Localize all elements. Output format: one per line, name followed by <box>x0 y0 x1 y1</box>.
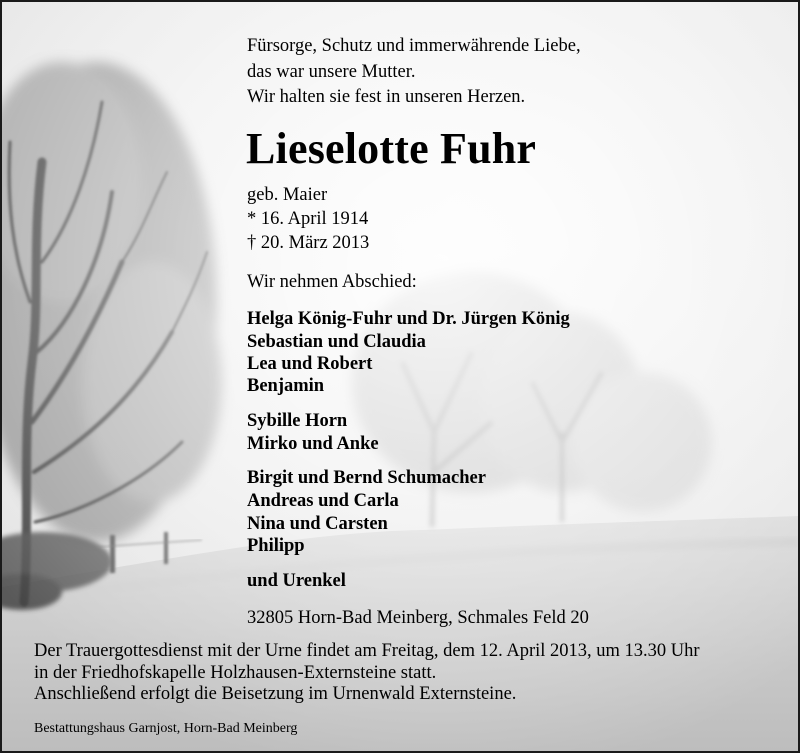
service-notice-line: Der Trauergottesdienst mit der Urne findet am Freitag, dem 12. April 2013, um 13.30 Uhr <box>34 641 700 661</box>
farewell-heading: Wir nehmen Abschied: <box>247 272 417 292</box>
service-notice-line: Anschließend erfolgt die Beisetzung im Urnenwald Externsteine. <box>34 684 517 704</box>
motto-line-2: das war unsere Mutter. <box>247 62 416 82</box>
service-notice-line: in der Friedhofskapelle Holzhausen-Externsteine statt. <box>34 663 437 683</box>
mourner-line: Mirko und Anke <box>247 434 379 454</box>
misty-landscape-image <box>2 2 798 751</box>
address: 32805 Horn-Bad Meinberg, Schmales Feld 20 <box>247 608 589 628</box>
birth-name: geb. Maier <box>247 185 328 205</box>
motto-line-3: Wir halten sie fest in unseren Herzen. <box>247 87 526 107</box>
mourner-line: Nina und Carsten <box>247 514 388 534</box>
mourner-line: und Urenkel <box>247 571 346 591</box>
death-date: † 20. März 2013 <box>247 233 370 253</box>
mourner-line: Philipp <box>247 536 305 556</box>
undertaker-credit: Bestattungshaus Garnjost, Horn-Bad Meinberg <box>34 721 298 736</box>
mourner-line: Lea und Robert <box>247 354 373 374</box>
mourner-line: Helga König-Fuhr und Dr. Jürgen König <box>247 309 570 329</box>
mourner-line: Benjamin <box>247 376 325 396</box>
deceased-name: Lieselotte Fuhr <box>246 124 537 173</box>
mourner-line: Sybille Horn <box>247 411 348 431</box>
motto-line-1: Fürsorge, Schutz und immerwährende Liebe, <box>247 36 581 56</box>
mourner-line: Birgit und Bernd Schumacher <box>247 468 486 488</box>
mourner-line: Andreas und Carla <box>247 491 399 511</box>
birth-date: * 16. April 1914 <box>247 209 369 229</box>
mourner-line: Sebastian und Claudia <box>247 332 426 352</box>
